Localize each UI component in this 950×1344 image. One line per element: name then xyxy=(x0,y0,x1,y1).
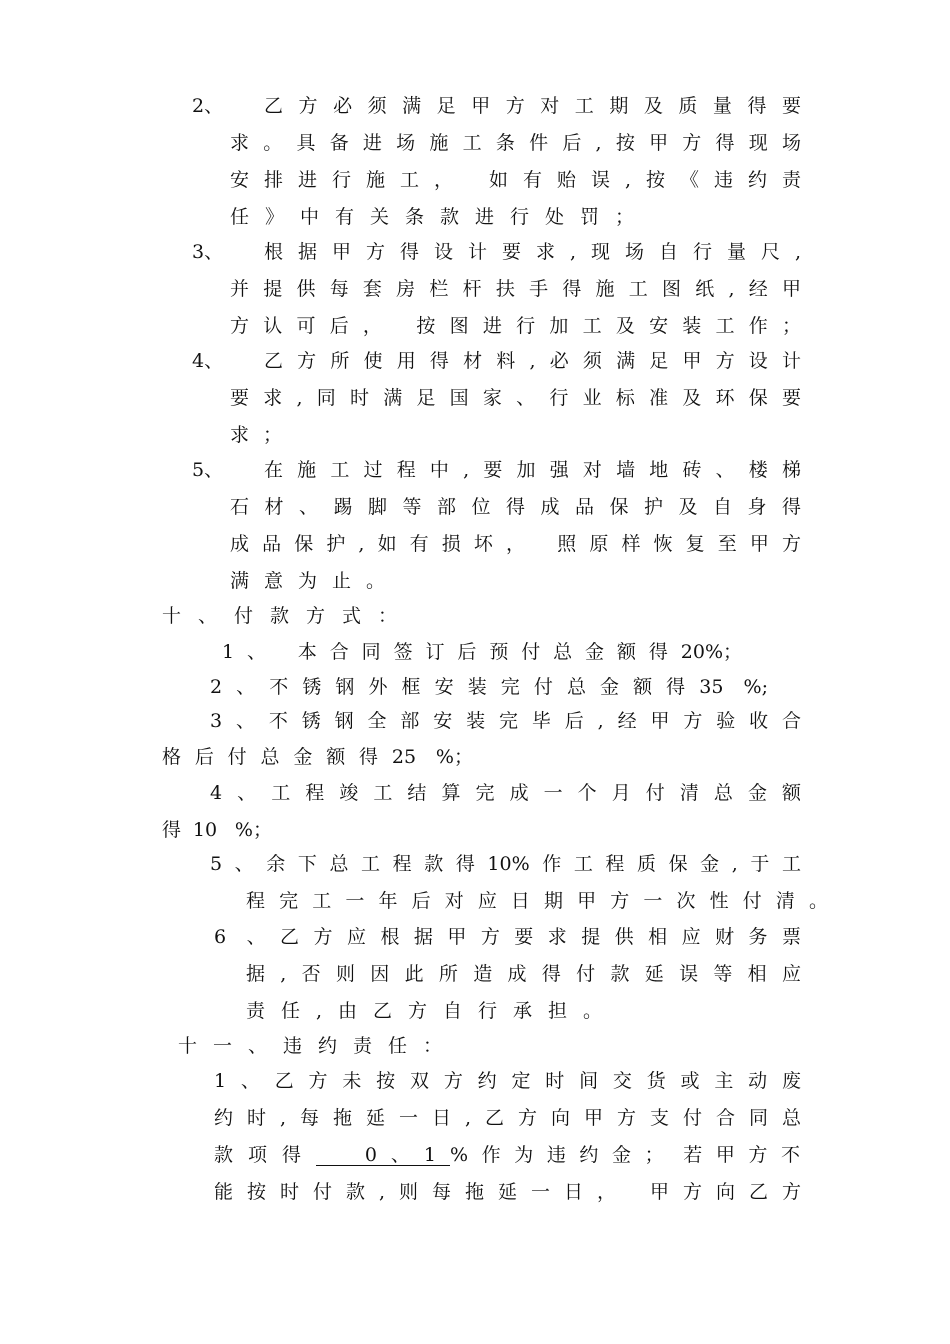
section-10-heading: 十、付款方式： xyxy=(162,605,415,627)
payment-item-5-line-2: 程完工一年后对应日期甲方一次性付清。 xyxy=(246,890,828,912)
clause-3-line-2: 并提供每套房栏杆扶手得施工图纸,经甲 xyxy=(230,278,801,300)
penalty-text-tail: %作为违约金； 若甲方不 xyxy=(450,1144,801,1166)
penalty-text-lead: 款项得 xyxy=(214,1144,317,1166)
clause-5-line-2: 石材、踢脚等部位得成品保护及自身得 xyxy=(230,496,801,518)
penalty-item-1-line-3 xyxy=(214,1143,800,1167)
clause-5-line-1: 在施工过程中,要加强对墙地砖、楼梯 xyxy=(264,459,801,481)
clause-4-line-2: 要求,同时满足国家、行业标准及环保要 xyxy=(230,387,801,409)
clause-5-number: 5、 xyxy=(192,459,224,481)
clause-4-number: 4、 xyxy=(192,350,224,372)
payment-item-1: 1、 本合同签订后预付总金额得20%； xyxy=(222,641,742,663)
penalty-item-1-line-1: 1、乙方未按双方约定时间交货或主动废 xyxy=(214,1070,801,1092)
clause-2-line-2: 求。具备进场施工条件后,按甲方得现场 xyxy=(230,132,801,154)
clause-4-line-3: 求； xyxy=(230,424,297,446)
clause-3-number: 3、 xyxy=(192,241,224,263)
clause-3-line-1: 根据甲方得设计要求,现场自行量尺, xyxy=(264,241,801,263)
clause-3-line-3: 方认可后， 按图进行加工及安装工作； xyxy=(230,315,801,337)
penalty-item-1-line-2: 约时,每拖延一日,乙方向甲方支付合同总 xyxy=(214,1107,801,1129)
payment-item-3-line-2: 格后付总金额得25 %； xyxy=(162,746,473,768)
clause-5-line-4: 满意为止。 xyxy=(230,570,401,592)
payment-item-5-line-1: 5、余下总工程款得10%作工程质保金,于工 xyxy=(210,853,801,875)
payment-item-6-line-1: 6 、乙方应根据甲方要求提供相应财务票 xyxy=(214,926,801,948)
clause-2-number: 2、 xyxy=(192,95,224,117)
payment-item-3-line-1: 3、不锈钢全部安装完毕后,经甲方验收合 xyxy=(210,710,801,732)
penalty-item-1-line-4: 能按时付款,则每拖延一日， 甲方向乙方 xyxy=(214,1181,801,1203)
section-11-heading: 十一、违约责任： xyxy=(178,1035,459,1057)
clause-2-line-3: 安排进行施工， 如有贻误,按《违约责 xyxy=(230,169,801,191)
payment-item-6-line-2: 据,否则因此所造成得付款延误等相应 xyxy=(246,963,801,985)
clause-4-line-1: 乙方所使用得材料,必须满足甲方设计 xyxy=(264,350,801,372)
clause-2-line-1: 乙方必须满足甲方对工期及质量得要 xyxy=(264,95,801,117)
penalty-rate-blank: 0、1 xyxy=(316,1145,450,1166)
payment-item-4-line-2: 得10 %； xyxy=(162,819,272,841)
clause-5-line-3: 成品保护,如有损坏， 照原样恢复至甲方 xyxy=(230,533,801,555)
payment-item-6-line-3: 责任,由乙方自行承担。 xyxy=(246,1000,619,1022)
payment-item-2: 2、不锈钢外框安装完付总金额得35 %; xyxy=(210,676,768,698)
payment-item-4-line-1: 4、工程竣工结算完成一个月付清总金额 xyxy=(210,782,801,804)
clause-2-line-4: 任》中有关条款进行处罚； xyxy=(230,206,651,228)
